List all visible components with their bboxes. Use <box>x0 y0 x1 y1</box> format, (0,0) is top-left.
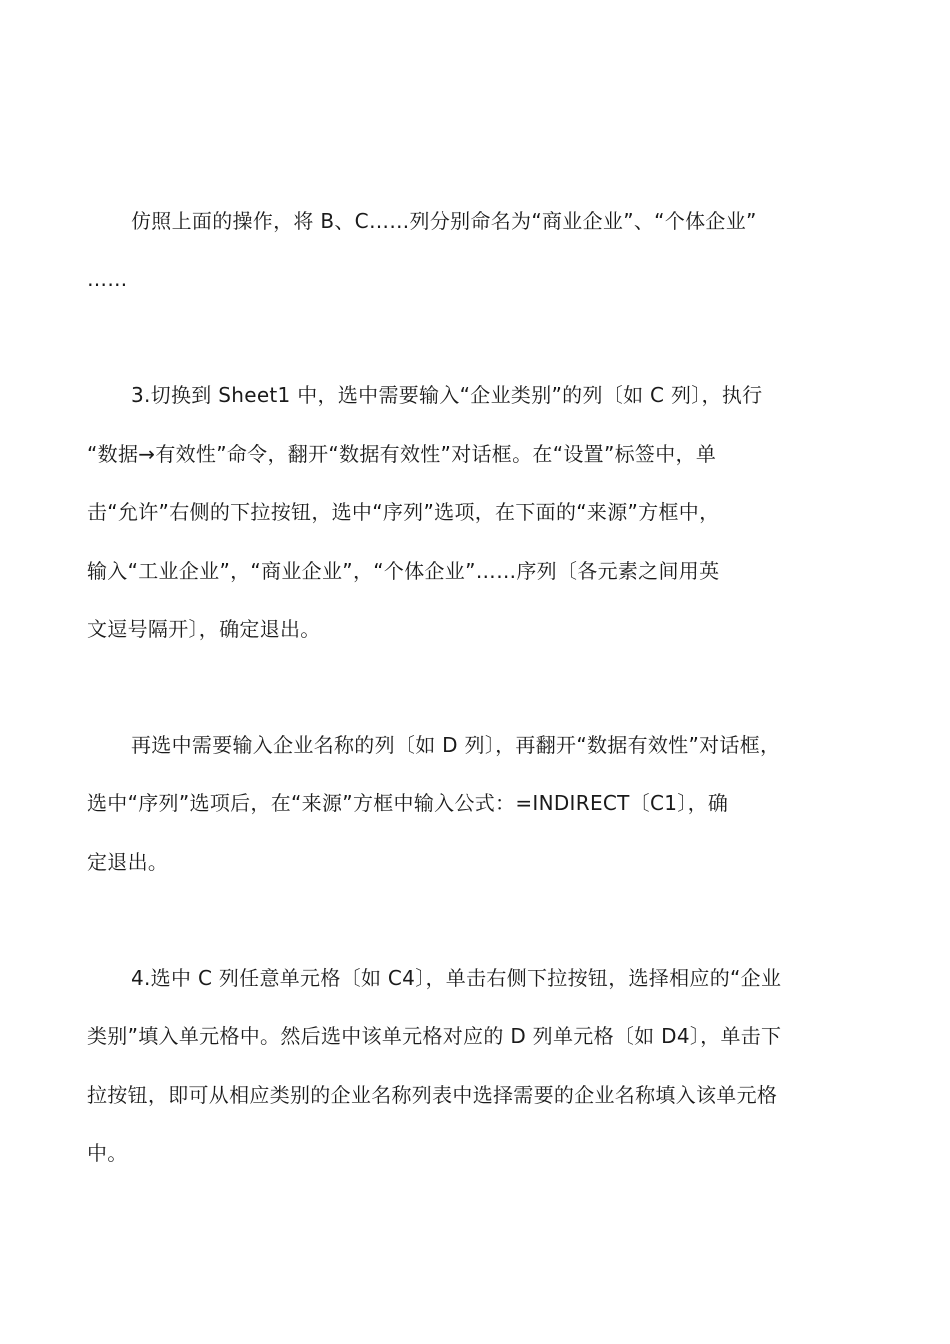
paragraph-line: “数据→有效性”命令，翻开“数据有效性”对话框。在“设置”标签中，单 <box>87 442 717 466</box>
paragraph-line: 击“允许”右侧的下拉按钮，选中“序列”选项，在下面的“来源”方框中， <box>87 500 720 524</box>
paragraph-line: 选中“序列”选项后，在“来源”方框中输入公式：=INDIRECT〔C1〕，确 <box>87 791 729 815</box>
paragraph-line: 类别”填入单元格中。然后选中该单元格对应的 D 列单元格〔如 D4〕，单击下 <box>87 1024 782 1048</box>
paragraph-line: 3.切换到 Sheet1 中，选中需要输入“企业类别”的列〔如 C 列〕，执行 <box>131 383 763 407</box>
paragraph-line: 输入“工业企业”，“商业企业”，“个体企业”……序列〔各元素之间用英 <box>87 559 720 583</box>
paragraph-line: 再选中需要输入企业名称的列〔如 D 列〕，再翻开“数据有效性”对话框， <box>131 733 781 757</box>
paragraph-line: 中。 <box>87 1141 128 1165</box>
paragraph-line: 仿照上面的操作，将 B、C……列分别命名为“商业企业”、“个体企业” <box>131 209 757 233</box>
paragraph-line: 拉按钮，即可从相应类别的企业名称列表中选择需要的企业名称填入该单元格 <box>87 1083 778 1107</box>
paragraph-line: 定退出。 <box>87 850 169 874</box>
paragraph-line: …… <box>87 267 128 291</box>
paragraph-line: 文逗号隔开〕，确定退出。 <box>87 617 321 641</box>
paragraph-line: 4.选中 C 列任意单元格〔如 C4〕，单击右侧下拉按钮，选择相应的“企业 <box>131 966 782 990</box>
